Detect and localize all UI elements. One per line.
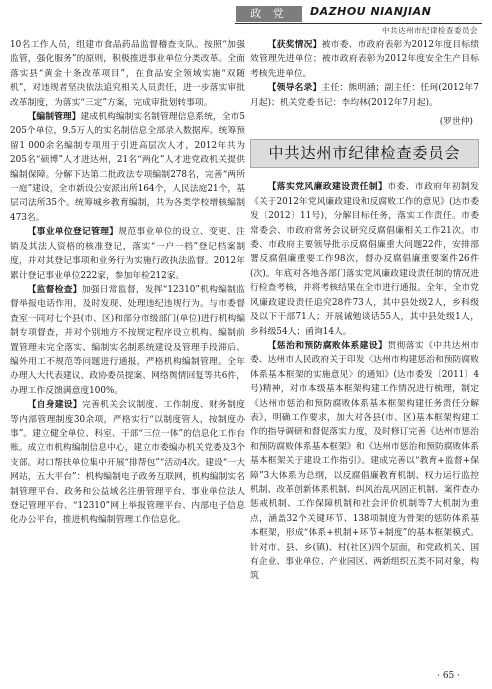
paragraph-text: 被市委、市政府表彰为2012年度目标绩效管理先进单位；被市政府表彰为2012年度安全生产目标考核先进单位。 [250, 40, 479, 79]
section-heading: 【领导名录】 [267, 83, 322, 94]
chapter-banner: 中共达州市纪律检查委员会 [250, 139, 479, 168]
paragraph-responsibility [250, 180, 479, 338]
section-heading: 【事业单位登记管理】 [27, 227, 119, 238]
magazine-title: DAZHOU NIANJIAN [310, 5, 432, 18]
paragraph: 10名工作人员，组建市食品药品监督稽查支队。按照“加强监管，强化服务”的原则，积极推进事业单位分类改革。全面落实县“黄金十条改革项目”，在食品安全领域实施“双随机”，对违规者坚决依法追究相关人员责任，进一步落实审批改革制度，为落实“三定”方案，完成审批划转事项。 [10, 40, 245, 108]
paragraph-text: 贯彻落实《中共达州市委、达州市人民政府关于印发〈达州市构建惩治和预防腐败体系基本框架的实施意见〉的通知》(达市委发〔2011〕4号)精神，对市本级基本框架构建工作情况进行梳理，制定《达州市惩治和预防腐败体系基本框架构建任务责任分解表》，明确工作要求，加大对各县(市、区)基本框架构建工作的指导调研和督促落实力度，及时修订完善《达州市惩治和预防腐败体系基本框架》和《达州市惩治和预防腐败体系基本框架关于建设工作指引》。建成完善以“教育+监督+保障”3大体系为总纲，以反腐倡廉教育机制、权力运行监控机制、改革创新体系机制、纠风治乱巩固正机制、案件查办惩戒机制、工作保障机制和社会评价机制等7大机制为重点，涵盖32个关键环节、138项制度为骨架的惩防体系基本框架，形成“体系+机制+环节+制度”的基本框架模式。针对市、县、乡(镇)、村(社区)四个层面，和党政机关、国有企业、事业单位、产业园区、两新组织五类不同对象，构筑 [250, 340, 479, 582]
paragraph-text: 规范事业单位的设立、变更、注销及其法人资格的核准登记，落实“一户一档”登记档案制度，并对其登记事项和业务行为实施行政执法监督。2012年累计登记事业单位222家，参加年检212家。 [10, 227, 245, 281]
paragraph-leaders [250, 81, 479, 110]
paragraph-text: 加强日常监督，发挥“12310”机构编制监督举报电话作用，及时发现、处理违纪违规行为。与市委督查室一同对七个县(市、区)和部分市级部门(单位)进行机构编制专项督查，并对个别地方不按规定程序设立机构、编制前置管理未完全落实、编制实名制系统建设及管理手段滞后、编外用工不规范等问题进行通报，严格机构编制管理。全年办理人大代表建议、政协委员提案、网络舆情回复等共6件，办理工作反馈满意度100%。 [10, 284, 245, 396]
paragraph-text: 主任：熊明涵；副主任：任珂(2012年7月起)；机关党委书记：李均林(2012年7月起)。 [250, 83, 479, 108]
header-subtitle: 中共达州市纪律检查委员会 [382, 26, 478, 35]
section-heading: 【自身建设】 [27, 400, 83, 411]
paragraph-text: 建成机构编制实名制管理信息系统，全市5 205个单位，9.5万人的实名制信息全部录入数据库。统筹预留1 000余名编制专项用于引进高层次人才，2012年共为205名“硕博”人才进达州，21名“两化”人才进党政机关提供编制保障。分解下达第二批政法专项编制278名，完善“两所一庭”建设，全市新设公安派出所164个，人民法庭21个，基层司法所35个。统筹城乡教育编制，共为各类学校增核编制473名。 [10, 112, 245, 223]
section-heading: 【落实党风廉政建设责任制】 [267, 182, 388, 193]
section-heading: 【获奖情况】 [267, 40, 322, 50]
paragraph-editorial-management [10, 110, 245, 225]
paragraph-unit-registration [10, 225, 245, 283]
right-column [250, 38, 479, 584]
section-heading: 【编制管理】 [27, 112, 81, 123]
header-rule [235, 23, 482, 24]
paragraph-self-building [10, 398, 245, 528]
author-signature: (罗世仲) [439, 117, 473, 128]
paragraph-anti-corruption-system [250, 339, 479, 584]
paragraph-text: 市委、市政府年初制发《关于2012年党风廉政建设和反腐败工作的意见》(达市委发〔2012〕11号)，分解目标任务，落实工作责任。市委常委会、市政府常务会议研究反腐倡廉相关工作21次。市委、市政府主要领导批示反腐倡廉重大问题22件，安排部署反腐倡廉重要工作98次，督办反腐倡廉重要案件26件(次)。年底对各地各部门落实党风廉政建设责任制的情况进行检查考核，并将考核结果在全市进行通报。全年，全市党风廉政建设责任追究28件73人，其中县处级2人，乡科级及以下干部71人；开展诫勉谈话55人，其中县处级1人，乡科级54人；函询14人。 [250, 182, 479, 337]
page-number: · 65 · [437, 671, 460, 681]
paragraph-supervision [10, 283, 245, 398]
left-column [10, 38, 245, 528]
paragraph-awards [250, 38, 479, 81]
section-heading: 【监督检查】 [27, 284, 82, 295]
section-title: 政 党 [250, 7, 288, 20]
paragraph-text: 完善机关会议制度、工作制度、财务制度等内部管理制度30余项，严格实行“以制度管人，按制度办事”。建立健全单位、科室、干部“三位一体”的信息化工作台账。成立市机构编制信息中心，建立市委编办机关党委及3个支部。对口帮扶单位集中开展“排帮包”“活动4次。建设“一大网站，五大平台”：机构编制电子政务互联网，机构编制实名制管理平台、政务和公益域名注册管理平台、事业单位法人登记管理平台、“12310”网上举报管理平台、内部电子信息化办公平台，推进机构编制管理工作信息化。 [10, 400, 245, 526]
section-heading: 【惩治和预防腐败体系建设】 [267, 340, 388, 351]
